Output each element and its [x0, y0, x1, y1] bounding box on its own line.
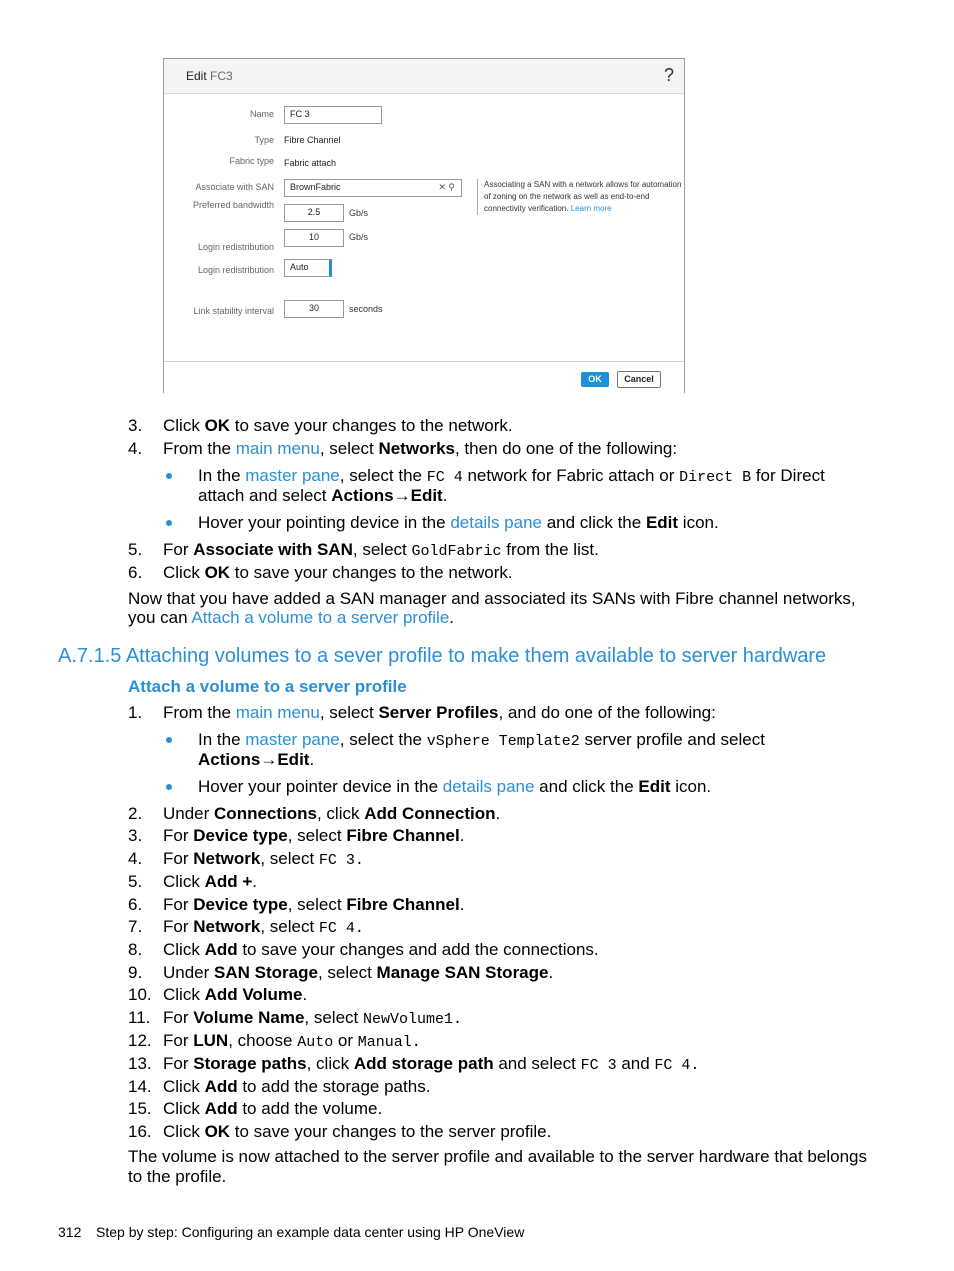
clear-search-icon[interactable]: ✕ ⚲	[438, 182, 455, 192]
step-number: 11.	[128, 1008, 151, 1027]
cancel-button[interactable]: Cancel	[617, 371, 661, 388]
step-number: 4.	[128, 849, 143, 868]
bandwidth-unit: Gb/s	[349, 208, 369, 218]
link-stability-input[interactable]: 30	[284, 300, 344, 318]
step-number: 6.	[128, 895, 143, 914]
name-input[interactable]: FC 3	[284, 106, 382, 124]
paragraph-line: Now that you have added a SAN manager and associated its SANs with Fibre channel networks,	[128, 589, 856, 608]
bullet-text: Hover your pointer device in the details pane and click the Edit icon.	[198, 777, 712, 796]
procedure-heading: Attach a volume to a server profile	[128, 677, 407, 696]
login-redistribution-label-1: Login redistribution	[197, 242, 274, 252]
step-number: 12.	[128, 1031, 152, 1050]
associate-san-input[interactable]	[284, 179, 462, 197]
bullet-icon	[166, 473, 172, 479]
bullet-icon	[166, 737, 172, 743]
login-redistribution-label-2: Login redistribution	[197, 265, 274, 275]
preferred-bandwidth-label: Preferred bandwidth	[192, 200, 274, 210]
step-text: Click OK to save your changes to the network.	[163, 563, 513, 582]
step-number: 5.	[128, 872, 143, 891]
link-stability-unit: seconds	[349, 304, 383, 314]
page-number: 312	[58, 1224, 82, 1240]
max-bandwidth-unit: Gb/s	[349, 232, 369, 242]
step-text: For Storage paths, click Add storage path and select FC 3 and FC 4.	[163, 1054, 700, 1074]
ok-button[interactable]: OK	[581, 372, 609, 387]
step-number: 3.	[128, 826, 143, 845]
main-menu-link[interactable]: main menu	[235, 703, 320, 722]
help-icon[interactable]: ?	[663, 65, 674, 85]
master-pane-link[interactable]: master pane	[245, 730, 340, 749]
associate-san-label: Associate with SAN	[195, 182, 274, 192]
edit-network-dialog-screenshot	[163, 58, 685, 393]
step-text: Click Add to add the storage paths.	[163, 1077, 431, 1096]
step-text: Click OK to save your changes to the network.	[163, 416, 513, 435]
step-text: Click Add to save your changes and add the connections.	[163, 940, 599, 959]
step-number: 14.	[128, 1077, 152, 1096]
bullet-icon	[166, 784, 172, 790]
step-text: For Device type, select Fibre Channel.	[163, 895, 465, 914]
master-pane-link[interactable]: master pane	[245, 466, 340, 485]
learn-more-link[interactable]: Learn more	[570, 204, 612, 213]
step-text: Click Add Volume.	[163, 985, 308, 1004]
type-value: Fibre Channel	[284, 135, 341, 145]
link-stability-label: Link stability interval	[193, 306, 274, 316]
dialog-header	[164, 59, 684, 94]
dialog-footer	[164, 361, 684, 394]
step-number: 1.	[128, 703, 143, 722]
running-footer: Step by step: Configuring an example data center using HP OneView	[96, 1224, 525, 1240]
bullet-text: In the master pane, select the vSphere Template2 server profile and select	[198, 730, 765, 750]
step-number: 15.	[128, 1099, 152, 1118]
bullet-text: In the master pane, select the FC 4 network for Fabric attach or Direct B for Direct	[198, 466, 825, 486]
step-number: 3.	[128, 416, 143, 435]
step-text: Click Add to add the volume.	[163, 1099, 383, 1118]
paragraph-line: to the profile.	[128, 1167, 227, 1186]
step-text: For LUN, choose Auto or Manual.	[163, 1031, 421, 1051]
step-text: From the main menu, select Server Profiles, and do one of the following:	[163, 703, 716, 722]
step-number: 13.	[128, 1054, 152, 1073]
attach-volume-link[interactable]: Attach a volume to a server profile	[191, 608, 450, 627]
step-number: 9.	[128, 963, 143, 982]
step-number: 8.	[128, 940, 143, 959]
details-pane-link[interactable]: details pane	[450, 513, 542, 532]
bullet-text-cont: Actions→Edit.	[198, 750, 315, 769]
fabric-type-label: Fabric type	[229, 156, 274, 166]
step-text: Under SAN Storage, select Manage SAN Storage.	[163, 963, 554, 982]
step-number: 4.	[128, 439, 143, 458]
step-number: 7.	[128, 917, 143, 936]
bullet-text: Hover your pointing device in the details pane and click the Edit icon.	[198, 513, 719, 532]
step-number: 6.	[128, 563, 143, 582]
main-menu-link[interactable]: main menu	[235, 439, 320, 458]
bullet-icon	[166, 520, 172, 526]
preferred-bandwidth-input[interactable]: 2.5	[284, 204, 344, 222]
paragraph-line: you can Attach a volume to a server profile.	[128, 608, 455, 627]
san-input-value: BrownFabric	[290, 182, 341, 192]
step-text: Click OK to save your changes to the server profile.	[163, 1122, 552, 1141]
name-label: Name	[249, 109, 274, 119]
dialog-title: Edit FC3	[186, 69, 233, 83]
details-pane-link[interactable]: details pane	[442, 777, 535, 796]
step-text: For Associate with SAN, select GoldFabric from the list.	[163, 540, 599, 560]
login-redistribution-select[interactable]: Auto	[284, 259, 332, 277]
max-bandwidth-input[interactable]: 10	[284, 229, 344, 247]
step-text: Under Connections, click Add Connection.	[163, 804, 501, 823]
paragraph-line: The volume is now attached to the server profile and available to the server hardware that belongs	[128, 1147, 867, 1166]
step-text: For Device type, select Fibre Channel.	[163, 826, 465, 845]
step-number: 10.	[128, 985, 152, 1004]
step-number: 16.	[128, 1122, 152, 1141]
step-text: From the main menu, select Networks, then do one of the following:	[163, 439, 678, 458]
fabric-type-value: Fabric attach	[284, 158, 337, 168]
step-text: Click Add +.	[163, 872, 257, 891]
step-text: For Volume Name, select NewVolume1.	[163, 1008, 463, 1028]
san-help-note: Associating a SAN with a network allows for automation of zoning on the network as well as end-to-end connectivity verification. Learn more	[477, 179, 684, 215]
step-number: 5.	[128, 540, 143, 559]
bullet-text-cont: attach and select Actions→Edit.	[198, 486, 448, 505]
step-number: 2.	[128, 804, 143, 823]
section-heading: A.7.1.5 Attaching volumes to a sever profile to make them available to server hardware	[58, 645, 827, 667]
step-text: For Network, select FC 3.	[163, 849, 364, 869]
type-label: Type	[254, 135, 274, 145]
step-text: For Network, select FC 4.	[163, 917, 364, 937]
